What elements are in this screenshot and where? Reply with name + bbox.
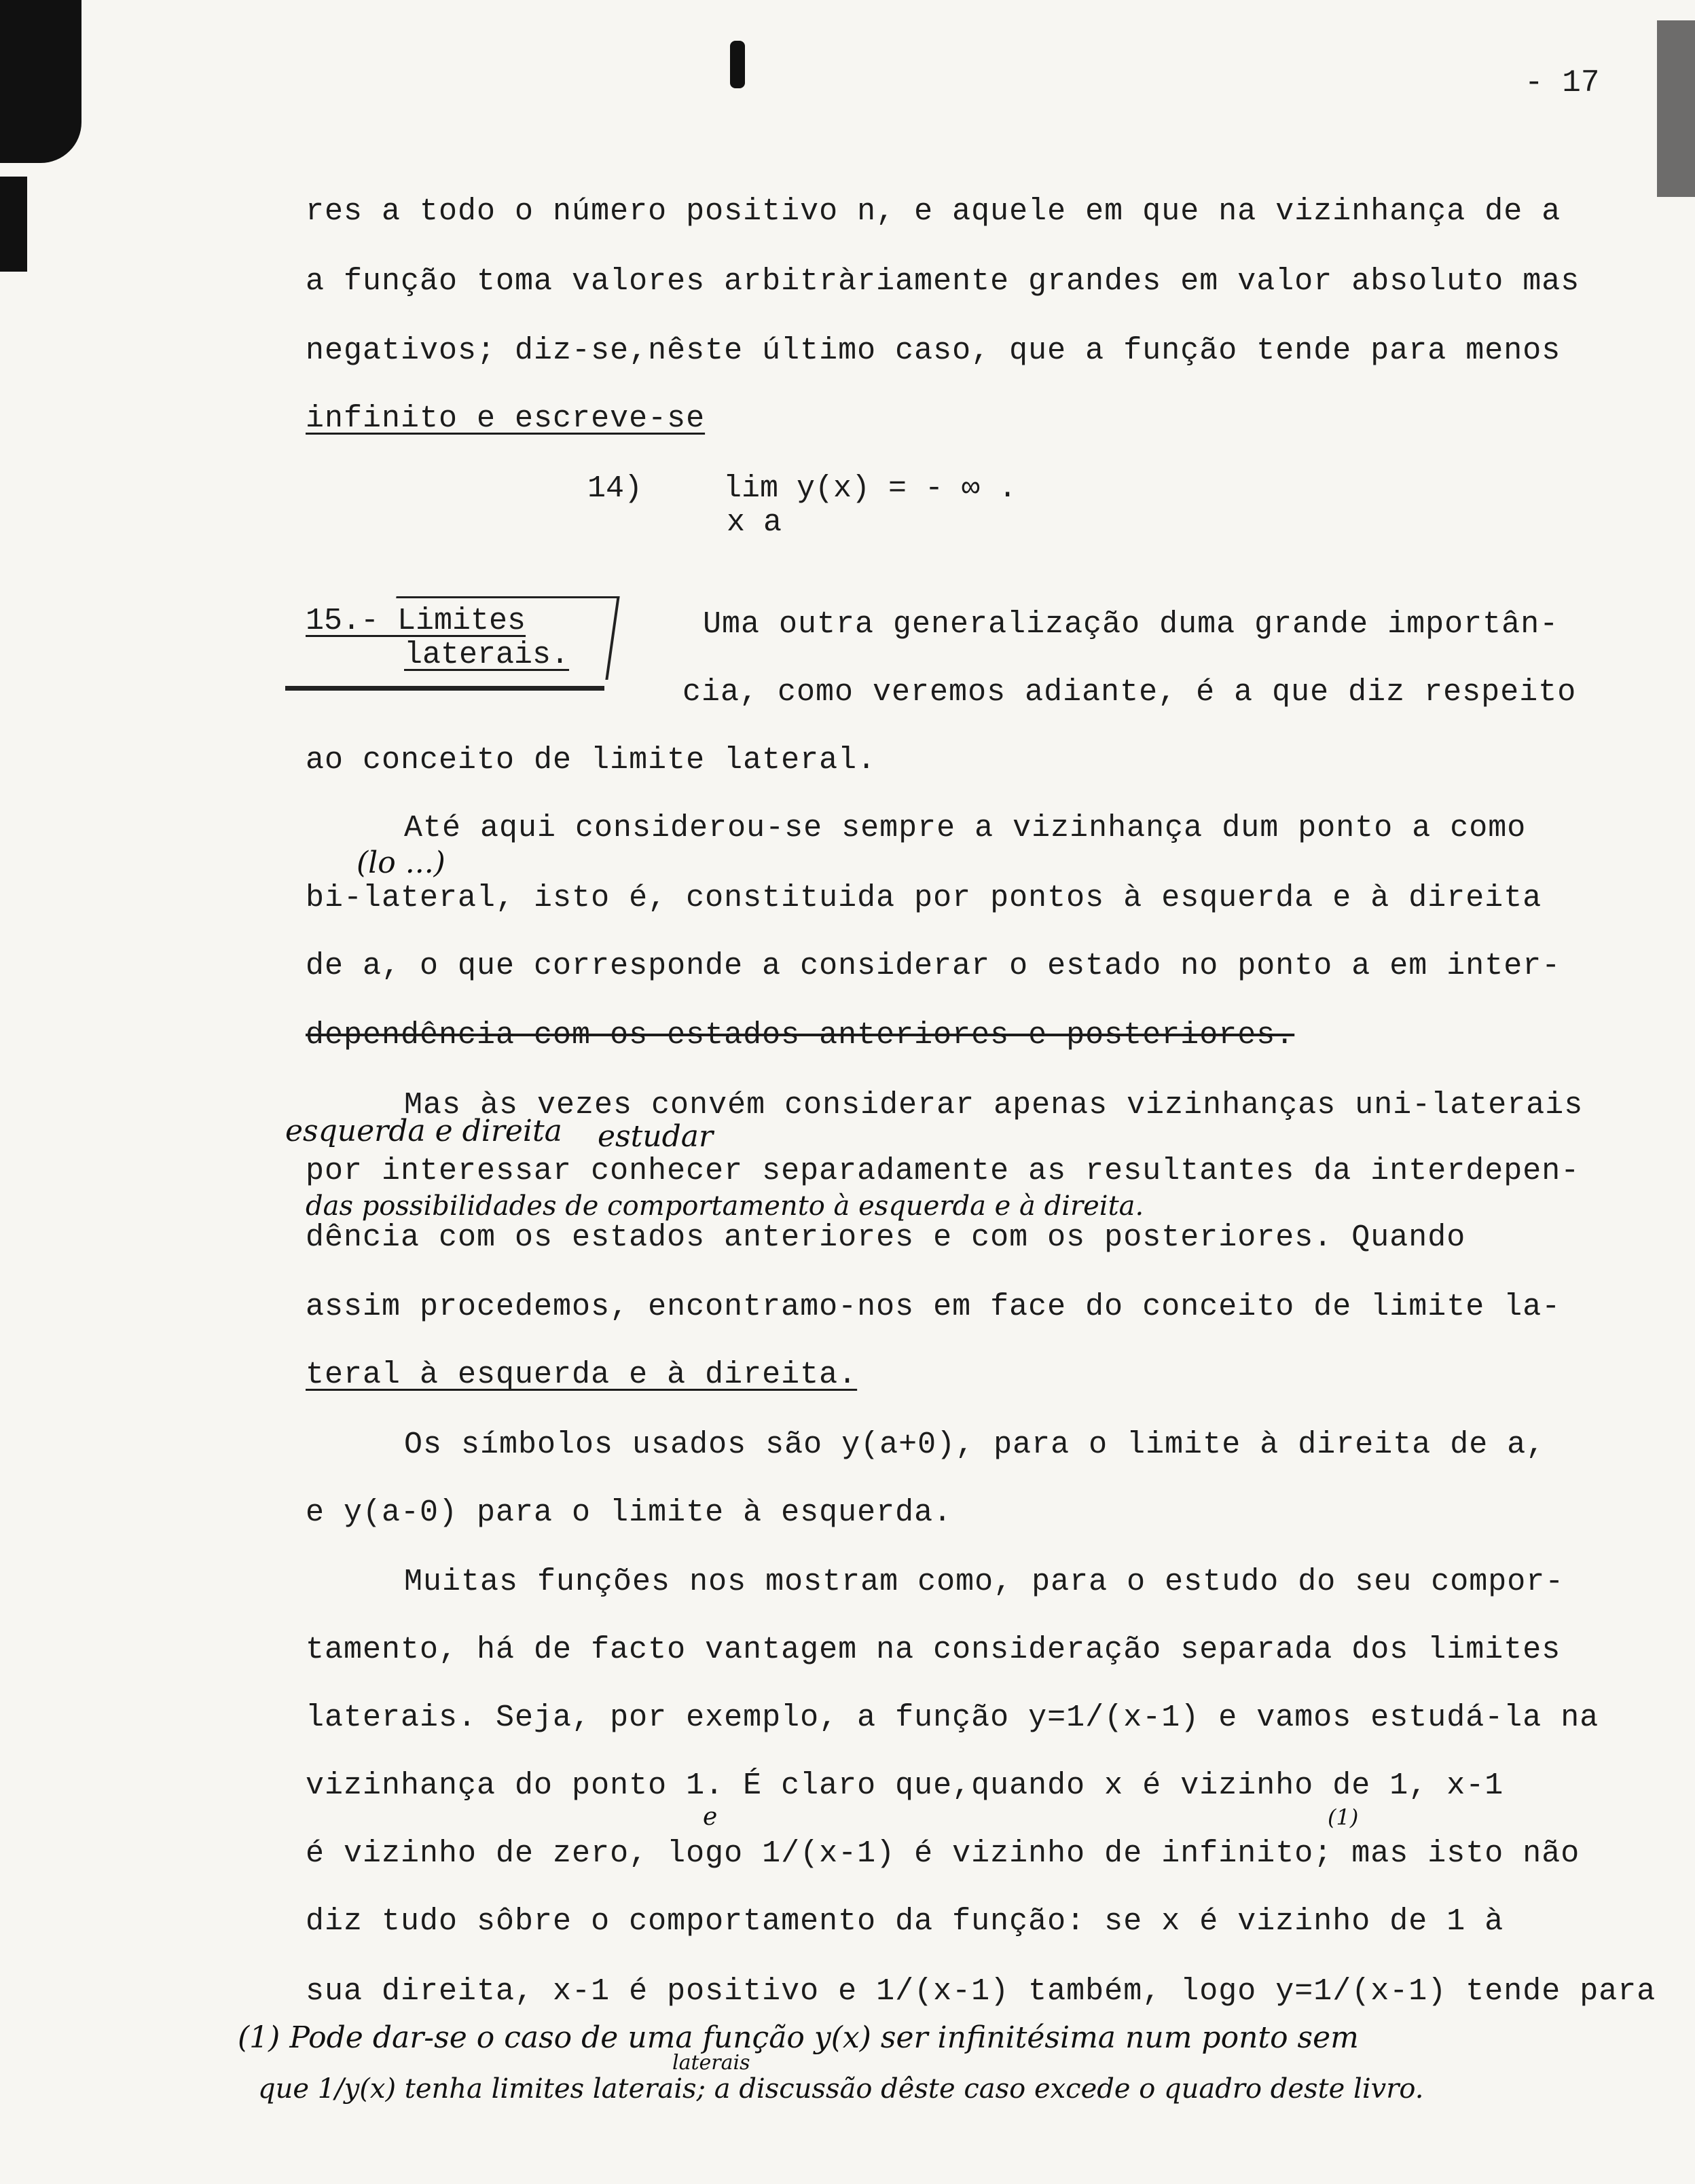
text-line: Os símbolos usados são y(a+0), para o limite à direita de a, xyxy=(404,1427,1546,1462)
text-line: infinito e escreve-se xyxy=(306,401,706,436)
text-line: sua direita, x-1 é positivo e 1/(x-1) também, logo y=1/(x-1) tende para xyxy=(306,1974,1656,2009)
text-line: a função toma valores arbitràriamente grandes em valor absoluto mas xyxy=(306,264,1580,299)
text-line: teral à esquerda e à direita. xyxy=(306,1358,858,1392)
text-line: tamento, há de facto vantagem na consideração separada dos limites xyxy=(306,1633,1561,1667)
text-line: vizinhança do ponto 1. É claro que,quando x é vizinho de 1, x-1 xyxy=(306,1768,1504,1803)
scan-blot-topleft xyxy=(0,0,81,163)
handwritten-footnote: que 1/y(x) tenha limites laterais; a discussão dêste caso excede o quadro deste livro. xyxy=(258,2073,1424,2105)
section-title: 15.- Limites xyxy=(306,604,526,638)
handwritten-footnote: (1) Pode dar-se o caso de uma função y(x) ser infinitésima num ponto sem xyxy=(238,2020,1359,2055)
text-line: de a, o que corresponde a considerar o estado no ponto a em inter- xyxy=(306,949,1561,983)
text-line: negativos; diz-se,nêste último caso, que a função tende para menos xyxy=(306,333,1561,368)
handwritten-note: esquerda e direita xyxy=(285,1114,562,1148)
formula-number: 14) xyxy=(587,471,643,506)
scan-blot-topcenter xyxy=(730,41,745,88)
text-line: diz tudo sôbre o comportamento da função: se x é vizinho de 1 à xyxy=(306,1904,1504,1939)
text-line: e y(a-0) para o limite à esquerda. xyxy=(306,1495,953,1530)
text-line: Até aqui considerou-se sempre a vizinhança dum ponto a como xyxy=(404,811,1527,845)
text-line: dência com os estados anteriores e com os posteriores. Quando xyxy=(306,1220,1466,1255)
handwritten-note: das possibilidades de comportamento à esquerda e à direita. xyxy=(306,1190,1144,1222)
section-title: laterais. xyxy=(404,638,570,672)
formula-limit: lim y(x) = - ∞ . xyxy=(723,471,1017,506)
text-line: ao conceito de limite lateral. xyxy=(306,743,877,778)
text-line: assim procedemos, encontramo-nos em face do conceito de limite la- xyxy=(306,1290,1561,1324)
text-line: bi-lateral, isto é, constituida por pontos à esquerda e à direita xyxy=(306,881,1542,915)
scan-blot-left xyxy=(0,177,27,272)
handwritten-note: (1) xyxy=(1328,1804,1359,1830)
handwritten-note: laterais xyxy=(672,2051,750,2075)
text-line: por interessar conhecer separadamente as resultantes da interdepen- xyxy=(306,1154,1580,1188)
text-line: res a todo o número positivo n, e aquele em que na vizinhança de a xyxy=(306,194,1561,229)
handwritten-note: (lo ...) xyxy=(357,845,445,880)
scan-blot-right xyxy=(1657,20,1695,197)
text-line: Mas às vezes convém considerar apenas vizinhanças uni-laterais xyxy=(404,1088,1584,1123)
text-line: laterais. Seja, por exemplo, a função y=1/(x-1) e vamos estudá-la na xyxy=(306,1700,1599,1735)
text-line: Muitas funções nos mostram como, para o estudo do seu compor- xyxy=(404,1565,1565,1599)
formula-subscript: x a xyxy=(727,505,782,540)
text-line: Uma outra generalização duma grande importân- xyxy=(703,607,1559,642)
handwritten-note: estudar xyxy=(598,1119,714,1154)
text-line: cia, como veremos adiante, é a que diz respeito xyxy=(682,675,1577,710)
handwritten-note: e xyxy=(703,1803,718,1831)
text-line: dependência com os estados anteriores e posteriores. xyxy=(306,1018,1295,1053)
text-line: é vizinho de zero, logo 1/(x-1) é vizinho de infinito; mas isto não xyxy=(306,1836,1580,1871)
page-number: - 17 xyxy=(1525,65,1600,101)
section-title-rule xyxy=(285,686,604,691)
